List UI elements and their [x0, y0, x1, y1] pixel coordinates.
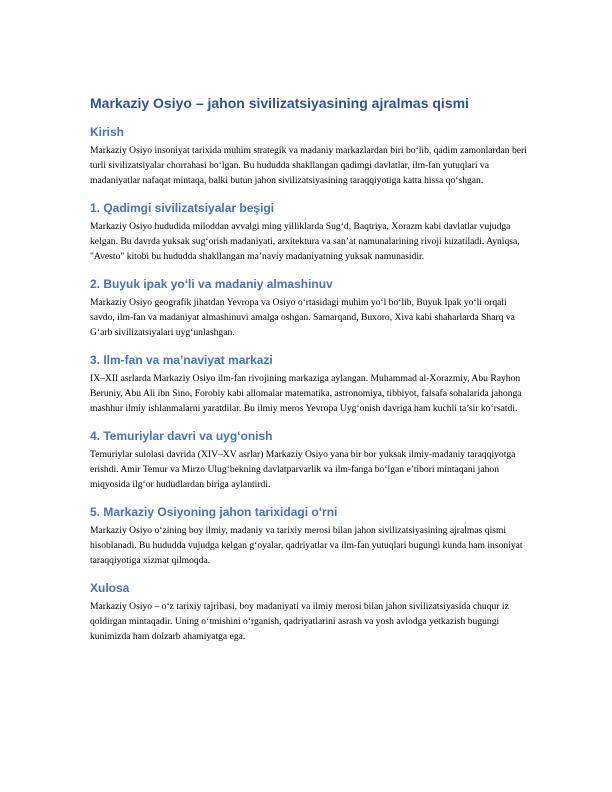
- section-heading: Kirish: [90, 125, 125, 139]
- section-paragraph: Markaziy Osiyo – o‘z tarixiy tajribasi, boy madaniyati va ilmiy merosi bilan jahon sivilizatsiyasida chuqur iz qoldirgan mintaqadir. Uning o‘tmishini o‘rganish, qadriyatlarini asrash va yosh avlodga yetkazish bugungi kunimizda ham dolzarb ahamiyatga ega.: [90, 601, 509, 642]
- section-timurids: [90, 428, 530, 492]
- section-paragraph: Markaziy Osiyo geografik jihatdan Yevropa va Osiyo o‘rtasidagi muhim yo‘l bo‘lib, Buyuk Ipak yo‘li orqali savdo, ilm-fan va madaniyat almashinuvi amalga oshgan. Samarqand, Buxoro, Xiva kabi shaharlarda Sharq va G‘arb sivilizatsiyalari uyg‘unlashgan.: [90, 297, 515, 338]
- section-heading: 2. Buyuk ipak yo‘li va madaniy almashinuv: [90, 277, 333, 291]
- section-world-history-role: [90, 504, 530, 568]
- section-silk-road: [90, 276, 530, 340]
- section-paragraph: Markaziy Osiyo hududida miloddan avvalgi ming yilliklarda Sug‘d, Baqtriya, Xorazm kabi davlatlar vujudga kelgan. Bu davrda yuksak sug‘orish madaniyati, arxitektura va san’at namunalarining rivoji kuzatiladi. Ayniqsa, "Avesto" kitobi bu hududda shakllangan ma’naviy madaniyatning yuksak namunasidir.: [90, 221, 520, 262]
- section-heading: Xulosa: [90, 581, 130, 595]
- document-page: [90, 94, 530, 656]
- section-intro: [90, 124, 530, 188]
- section-ancient-civilizations: [90, 200, 530, 264]
- section-paragraph: Markaziy Osiyo insoniyat tarixida muhim strategik va madaniy markazlardan biri bo‘lib, qadim zamonlardan beri turli sivilizatsiyalar chorrahasi bo‘lgan. Bu hududda shakllangan qadimgi davlatlar, ilm-fan yutuqlari va madaniyatlar nafaqat mintaqa, balki butun jahon sivilizatsiyasining taraqqiyotiga katta hissa qo‘shgan.: [90, 145, 527, 186]
- section-paragraph: Temuriylar sulolasi davrida (XIV–XV asrlar) Markaziy Osiyo yana bir bor yuksak ilmiy-madaniy taraqqiyotga erishdi. Amir Temur va Mirzo Ulug‘bekning davlatparvarlik va ilm-fanga bo‘lgan e’tibori mintaqani jahon miqyosida ilg‘or hududlardan biriga aylantirdi.: [90, 449, 516, 490]
- section-heading: 4. Temuriylar davri va uyg‘onish: [90, 429, 273, 443]
- section-heading: 5. Markaziy Osiyoning jahon tarixidagi o‘rni: [90, 505, 338, 519]
- section-conclusion: [90, 580, 530, 644]
- document-title: Markaziy Osiyo – jahon sivilizatsiyasining ajralmas qismi: [90, 95, 469, 111]
- section-heading: 1. Qadimgi sivilizatsiyalar beşigi: [90, 201, 275, 215]
- section-paragraph: IX–XII asrlarda Markaziy Osiyo ilm-fan rivojining markaziga aylangan. Muhammad al-Xorazmiy, Abu Rayhon Beruniy, Abu Ali ibn Sino, Forobiy kabi allomalar matematika, astronomiya, tibbiyot, falsafa sohalarida jahonga mashhur ilmiy ishlanmalarni yaratdilar. Bu ilmiy meros Yevropa Uyg‘onish davriga ham kuchli ta’sir ko‘rsatdi.: [90, 373, 522, 414]
- section-paragraph: Markaziy Osiyo o‘zining boy ilmiy, madaniy va tarixiy merosi bilan jahon sivilizatsiyasining ajralmas qismi hisoblanadi. Bu hududda vujudga kelgan g‘oyalar, qadriyatlar va ilm-fan yutuqlari bugungi kunda ham insoniyat taraqqiyotiga xizmat qilmoqda.: [90, 525, 523, 566]
- section-science-center: [90, 352, 530, 416]
- section-heading: 3. Ilm-fan va ma’naviyat markazi: [90, 353, 273, 367]
